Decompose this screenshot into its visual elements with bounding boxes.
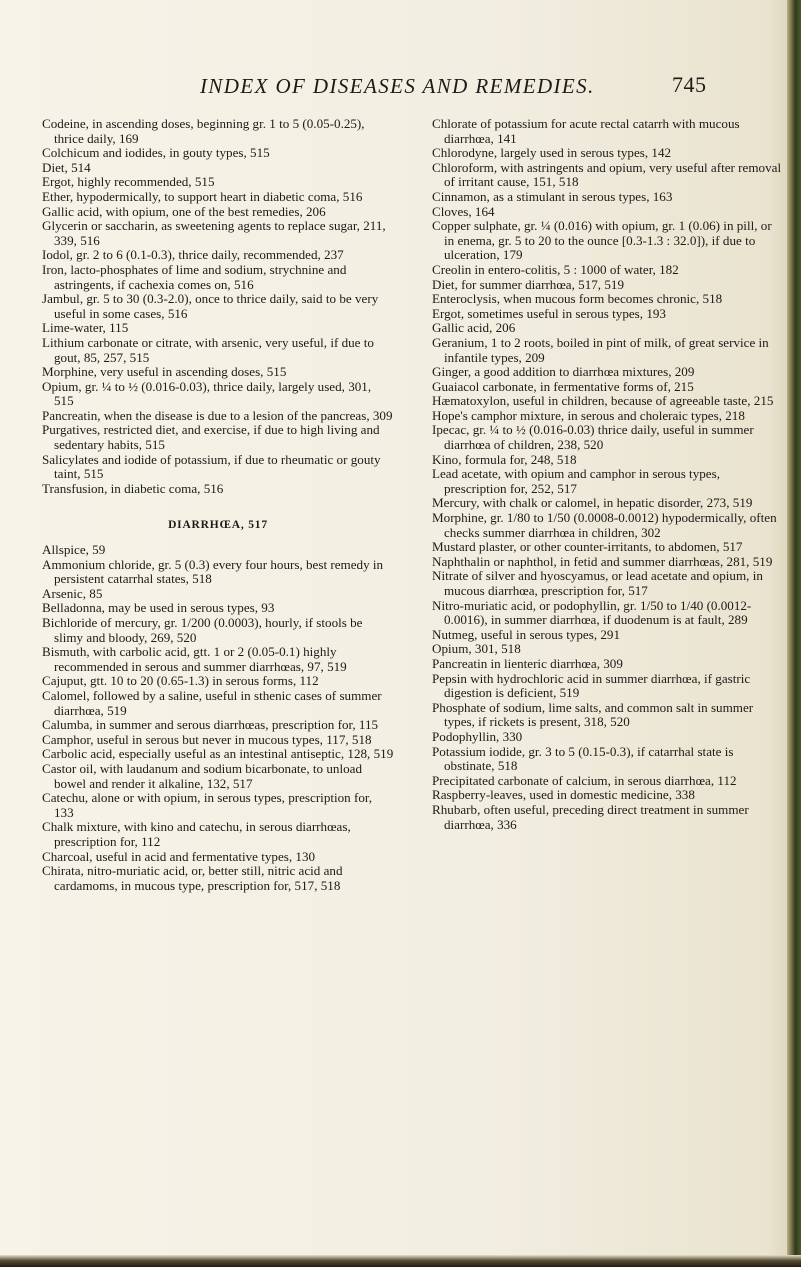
index-entry: Diet, for summer diarrhœa, 517, 519 <box>432 276 624 292</box>
index-entry: Morphine, gr. 1/80 to 1/50 (0.0008-0.0012) hypodermically, often checks summer diarrhœa in children, 302 <box>432 510 777 540</box>
index-entry: Ginger, a good addition to diarrhœa mixtures, 209 <box>432 364 695 380</box>
index-entry: Castor oil, with laudanum and sodium bicarbonate, to unload bowel and render it alkaline, 132, 517 <box>42 760 363 791</box>
index-entry: Lime-water, 115 <box>42 320 129 336</box>
index-entries-top <box>42 117 394 496</box>
index-entry: Hope's camphor mixture, in serous and choleraic types, 218 <box>432 407 745 423</box>
running-title: INDEX OF DISEASES AND REMEDIES. <box>200 74 595 98</box>
index-entry: Glycerin or saccharin, as sweetening agents to replace sugar, 211, 339, 516 <box>42 218 386 248</box>
index-entry: Copper sulphate, gr. ¼ (0.016) with opium, gr. 1 (0.06) in pill, or in enema, gr. 5 to 20 to the ounce [0.3-1.3 : 32.0]), if due to ulceration, 179 <box>432 218 772 263</box>
index-entry: Purgatives, restricted diet, and exercise, if due to high living and sedentary habits, 515 <box>42 422 380 453</box>
index-entry: Carbolic acid, especially useful as an intestinal antiseptic, 128, 519 <box>42 746 394 762</box>
index-entry: Creolin in entero-colitis, 5 : 1000 of water, 182 <box>432 261 679 277</box>
index-entry: Opium, gr. ¼ to ½ (0.016-0.03), thrice daily, largely used, 301, 515 <box>42 378 372 409</box>
index-entry: Chirata, nitro-muriatic acid, or, better still, nitric acid and cardamoms, in mucous type, prescription for, 517, 518 <box>42 863 343 893</box>
index-entry: Mercury, with chalk or calomel, in hepatic disorder, 273, 519 <box>432 495 753 511</box>
index-entry: Chlorate of potassium for acute rectal catarrh with mucous diarrhœa, 141 <box>432 116 740 146</box>
index-entry: Naphthalin or naphthol, in fetid and summer diarrhœas, 281, 519 <box>432 553 773 569</box>
index-entries-right <box>432 117 782 832</box>
index-entry: Hæmatoxylon, useful in children, because of agreeable taste, 215 <box>432 393 774 409</box>
index-entry: Lithium carbonate or citrate, with arsenic, very useful, if due to gout, 85, 257, 515 <box>42 334 374 365</box>
index-entry: Gallic acid, 206 <box>432 320 516 336</box>
index-entry: Phosphate of sodium, lime salts, and common salt in summer types, if rickets is present, 318, 520 <box>432 699 754 730</box>
index-entry: Ergot, highly recommended, 515 <box>42 174 215 190</box>
index-entry: Ammonium chloride, gr. 5 (0.3) every four hours, best remedy in persistent catarrhal states, 518 <box>42 556 384 587</box>
index-entry: Bichloride of mercury, gr. 1/200 (0.0003), hourly, if stools be slimy and bloody, 269, 520 <box>42 615 363 645</box>
index-entry: Jambul, gr. 5 to 30 (0.3-2.0), once to thrice daily, said to be very useful in some cases, 516 <box>42 291 379 321</box>
index-entry: Pancreatin, when the disease is due to a lesion of the pancreas, 309 <box>42 407 393 423</box>
index-entry: Raspberry-leaves, used in domestic medicine, 338 <box>432 787 695 803</box>
index-entry: Colchicum and iodides, in gouty types, 515 <box>42 145 270 161</box>
index-entry: Iron, lacto-phosphates of lime and sodium, strychnine and astringents, if cachexia comes on, 516 <box>42 261 347 292</box>
index-entry: Nitro-muriatic acid, or podophyllin, gr. 1/50 to 1/40 (0.0012-0.0016), in summer diarrhœa, if duodenum is at fault, 289 <box>432 597 752 628</box>
index-entry: Pancreatin in lienteric diarrhœa, 309 <box>432 655 623 671</box>
index-entry: Arsenic, 85 <box>42 585 103 601</box>
index-entry: Bismuth, with carbolic acid, gtt. 1 or 2 (0.05-0.1) highly recommended in serous and summer diarrhœas, 97, 519 <box>42 644 347 674</box>
index-entry: Lead acetate, with opium and camphor in serous types, prescription for, 252, 517 <box>432 466 720 496</box>
running-header <box>0 68 801 98</box>
index-entry: Ipecac, gr. ¼ to ½ (0.016-0.03) thrice daily, useful in summer diarrhœa of children, 238, 520 <box>432 422 754 453</box>
index-entry: Codeine, in ascending doses, beginning gr. 1 to 5 (0.05-0.25), thrice daily, 169 <box>42 116 365 146</box>
index-entry: Pepsin with hydrochloric acid in summer diarrhœa, if gastric digestion is deficient, 519 <box>432 670 751 701</box>
index-entry: Ergot, sometimes useful in serous types, 193 <box>432 305 666 321</box>
index-entry: Mustard plaster, or other counter-irritants, to abdomen, 517 <box>432 539 743 555</box>
index-entry: Chloroform, with astringents and opium, very useful after removal of irritant cause, 151, 518 <box>432 159 782 190</box>
index-entry: Iodol, gr. 2 to 6 (0.1-0.3), thrice daily, recommended, 237 <box>42 247 344 263</box>
index-entry: Opium, 301, 518 <box>432 641 521 657</box>
index-entry: Cloves, 164 <box>432 203 495 219</box>
index-entry: Precipitated carbonate of calcium, in serous diarrhœa, 112 <box>432 772 737 788</box>
index-entry: Enteroclysis, when mucous form becomes chronic, 518 <box>432 291 723 307</box>
page-bottom-edge <box>0 1255 801 1267</box>
page-number: 745 <box>672 72 707 97</box>
right-column <box>432 117 782 832</box>
index-entry: Potassium iodide, gr. 3 to 5 (0.15-0.3), if catarrhal state is obstinate, 518 <box>432 743 734 774</box>
index-entry: Charcoal, useful in acid and fermentative types, 130 <box>42 848 316 864</box>
index-entry: Kino, formula for, 248, 518 <box>432 451 577 467</box>
index-entry: Chalk mixture, with kino and catechu, in serous diarrhœas, prescription for, 112 <box>42 819 351 849</box>
index-entry: Morphine, very useful in ascending doses, 515 <box>42 364 287 380</box>
index-entry: Allspice, 59 <box>42 542 106 558</box>
index-entry: Guaiacol carbonate, in fermentative forms of, 215 <box>432 378 694 394</box>
index-entry: Transfusion, in diabetic coma, 516 <box>42 480 224 496</box>
left-column <box>42 117 394 893</box>
index-entry: Rhubarb, often useful, preceding direct treatment in summer diarrhœa, 336 <box>432 801 749 832</box>
index-entry: Salicylates and iodide of potassium, if due to rheumatic or gouty taint, 515 <box>42 451 381 482</box>
index-entry: Diet, 514 <box>42 159 91 175</box>
index-entry: Geranium, 1 to 2 roots, boiled in pint of milk, of great service in infantile types, 209 <box>432 334 769 365</box>
index-entry: Cajuput, gtt. 10 to 20 (0.65-1.3) in serous forms, 112 <box>42 673 319 689</box>
index-entry: Belladonna, may be used in serous types, 93 <box>42 600 275 616</box>
index-entry: Gallic acid, with opium, one of the best remedies, 206 <box>42 203 326 219</box>
index-entry: Camphor, useful in serous but never in mucous types, 117, 518 <box>42 731 372 747</box>
index-entry: Catechu, alone or with opium, in serous types, prescription for, 133 <box>42 790 373 820</box>
index-entry: Podophyllin, 330 <box>432 728 523 744</box>
page-edge-shadow <box>787 0 801 1267</box>
index-entries-diarrhoea <box>42 543 394 893</box>
index-entry: Nutmeg, useful in serous types, 291 <box>432 626 621 642</box>
index-entry: Nitrate of silver and hyoscyamus, or lead acetate and opium, in mucous diarrhœa, prescription for, 517 <box>432 568 763 598</box>
index-entry: Ether, hypodermically, to support heart in diabetic coma, 516 <box>42 188 363 204</box>
index-entry: Chlorodyne, largely used in serous types, 142 <box>432 145 672 161</box>
index-entry: Cinnamon, as a stimulant in serous types, 163 <box>432 188 673 204</box>
section-heading: DIARRHŒA, 517 <box>168 519 268 532</box>
index-entry: Calomel, followed by a saline, useful in sthenic cases of summer diarrhœa, 519 <box>42 687 382 718</box>
index-entry: Calumba, in summer and serous diarrhœas, prescription for, 115 <box>42 717 379 733</box>
